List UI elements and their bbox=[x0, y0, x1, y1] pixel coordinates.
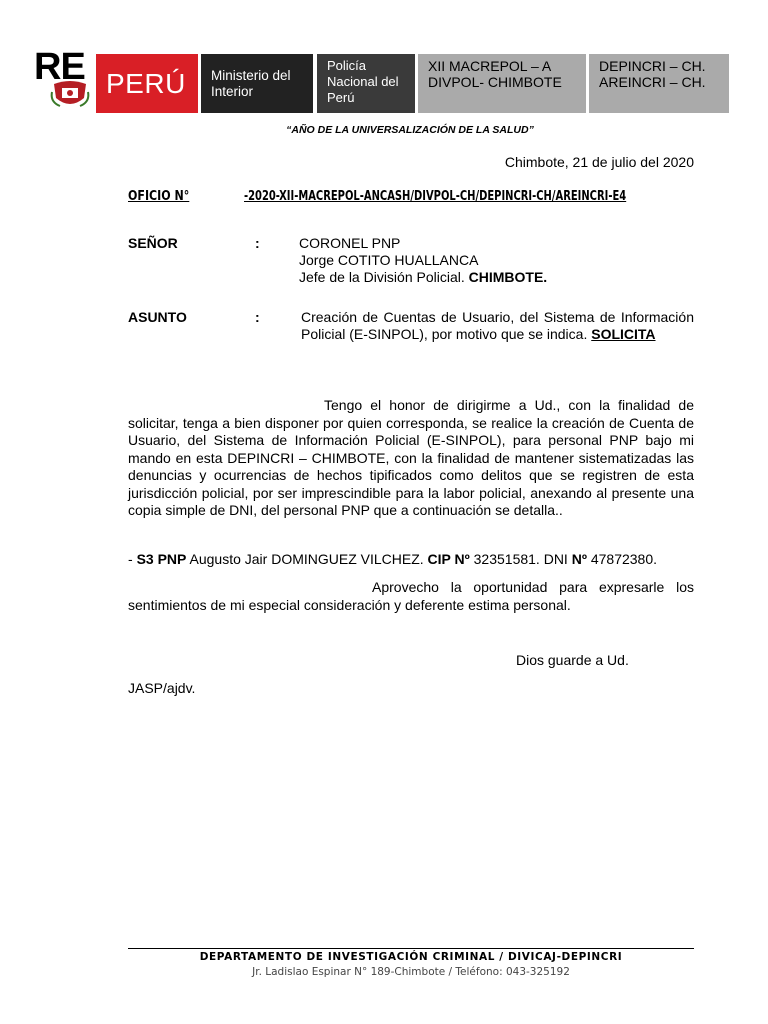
document-date: Chimbote, 21 de julio del 2020 bbox=[504, 154, 694, 170]
year-motto: “AÑO DE LA UNIVERSALIZACIÓN DE LA SALUD” bbox=[286, 124, 534, 136]
footer-address: Jr. Ladislao Espinar N° 189-Chimbote / Teléfono: 043-325192 bbox=[252, 966, 570, 978]
cip-value: 32351581. DNI bbox=[469, 551, 572, 567]
police-box bbox=[317, 54, 415, 113]
oficio-number: -2020-XII-MACREPOL-ANCASH/DIVPOL-CH/DEPINCRI-CH/AREINCRI-E4 bbox=[244, 189, 627, 204]
unit-line: DIVPOL- CHIMBOTE bbox=[428, 74, 562, 90]
dept-line: DEPINCRI – CH. bbox=[599, 58, 706, 74]
recipient-title-text: Jefe de la División Policial. bbox=[299, 269, 469, 285]
reference-initials: JASP/ajdv. bbox=[128, 680, 196, 696]
dept-line: AREINCRI – CH. bbox=[599, 74, 706, 90]
recipient-title bbox=[299, 269, 547, 286]
body-text: Tengo el honor de dirigirme a Ud., con la finalidad de solicitar, tenga a bien disponer por quien corresponda, se realice la creación de Cuenta de Usuario, del Sistema de Información Policial (E-SINPOL), para personal PNP bajo mi mando en esta DEPINCRI – CHIMBOTE, con la finalidad de mantener sistematizadas las denuncias y ocurrencias de hechos tipificados como delitos que se registren de esta jurisdicción policial, por ser imprescindible para la labor policial, anexando al presente una copia simple de DNI, del personal PNP que a continuación se detalla.. bbox=[128, 397, 694, 518]
ministry-line: Ministerio del bbox=[211, 68, 291, 83]
farewell: Dios guarde a Ud. bbox=[516, 652, 629, 668]
recipient-name: Jorge COTITO HUALLANCA bbox=[299, 252, 479, 268]
ministry-line: Interior bbox=[211, 84, 254, 99]
police-line: Nacional del bbox=[327, 74, 399, 89]
recipient-colon: : bbox=[255, 235, 260, 251]
recipient-city: CHIMBOTE. bbox=[468, 269, 548, 285]
oficio-label: OFICIO N° bbox=[128, 189, 190, 204]
dept-box bbox=[589, 54, 729, 113]
ministry-box bbox=[201, 54, 313, 113]
dni-label: Nº bbox=[571, 551, 587, 567]
body-paragraph bbox=[128, 397, 694, 520]
personnel-rank: S3 PNP bbox=[136, 551, 187, 567]
personnel-line bbox=[128, 551, 657, 567]
recipient-rank: CORONEL PNP bbox=[299, 235, 401, 251]
closing-paragraph bbox=[128, 578, 694, 614]
footer-divider bbox=[128, 948, 694, 949]
dni-value: 47872380. bbox=[586, 551, 658, 567]
subject-colon: : bbox=[255, 309, 260, 325]
unit-line: XII MACREPOL – A bbox=[428, 58, 552, 74]
recipient-label: SEÑOR bbox=[128, 235, 178, 251]
footer-department: DEPARTAMENTO DE INVESTIGACIÓN CRIMINAL / DIVICAJ-DEPINCRI bbox=[199, 951, 623, 963]
logo-text: RE bbox=[34, 46, 85, 88]
cip-label: CIP Nº bbox=[427, 551, 470, 567]
closing-text: Aprovecho la oportunidad para expresarle los sentimientos de mi especial consideración y deferente estima personal. bbox=[128, 579, 694, 613]
country-label: PERÚ bbox=[106, 67, 186, 99]
unit-box bbox=[418, 54, 586, 113]
personnel-prefix: - bbox=[128, 551, 137, 567]
subject-label: ASUNTO bbox=[128, 309, 187, 325]
subject-body: Creación de Cuentas de Usuario, del Sistema de Información Policial (E-SINPOL), por motivo que se indica. bbox=[301, 309, 694, 342]
personnel-name: Augusto Jair DOMINGUEZ VILCHEZ. bbox=[186, 551, 428, 567]
subject-action: SOLICITA bbox=[591, 326, 656, 342]
subject-text bbox=[301, 309, 694, 343]
police-line: Perú bbox=[327, 90, 355, 105]
recipient-block bbox=[299, 235, 547, 286]
police-line: Policía bbox=[327, 58, 367, 73]
peru-brand bbox=[96, 54, 198, 113]
